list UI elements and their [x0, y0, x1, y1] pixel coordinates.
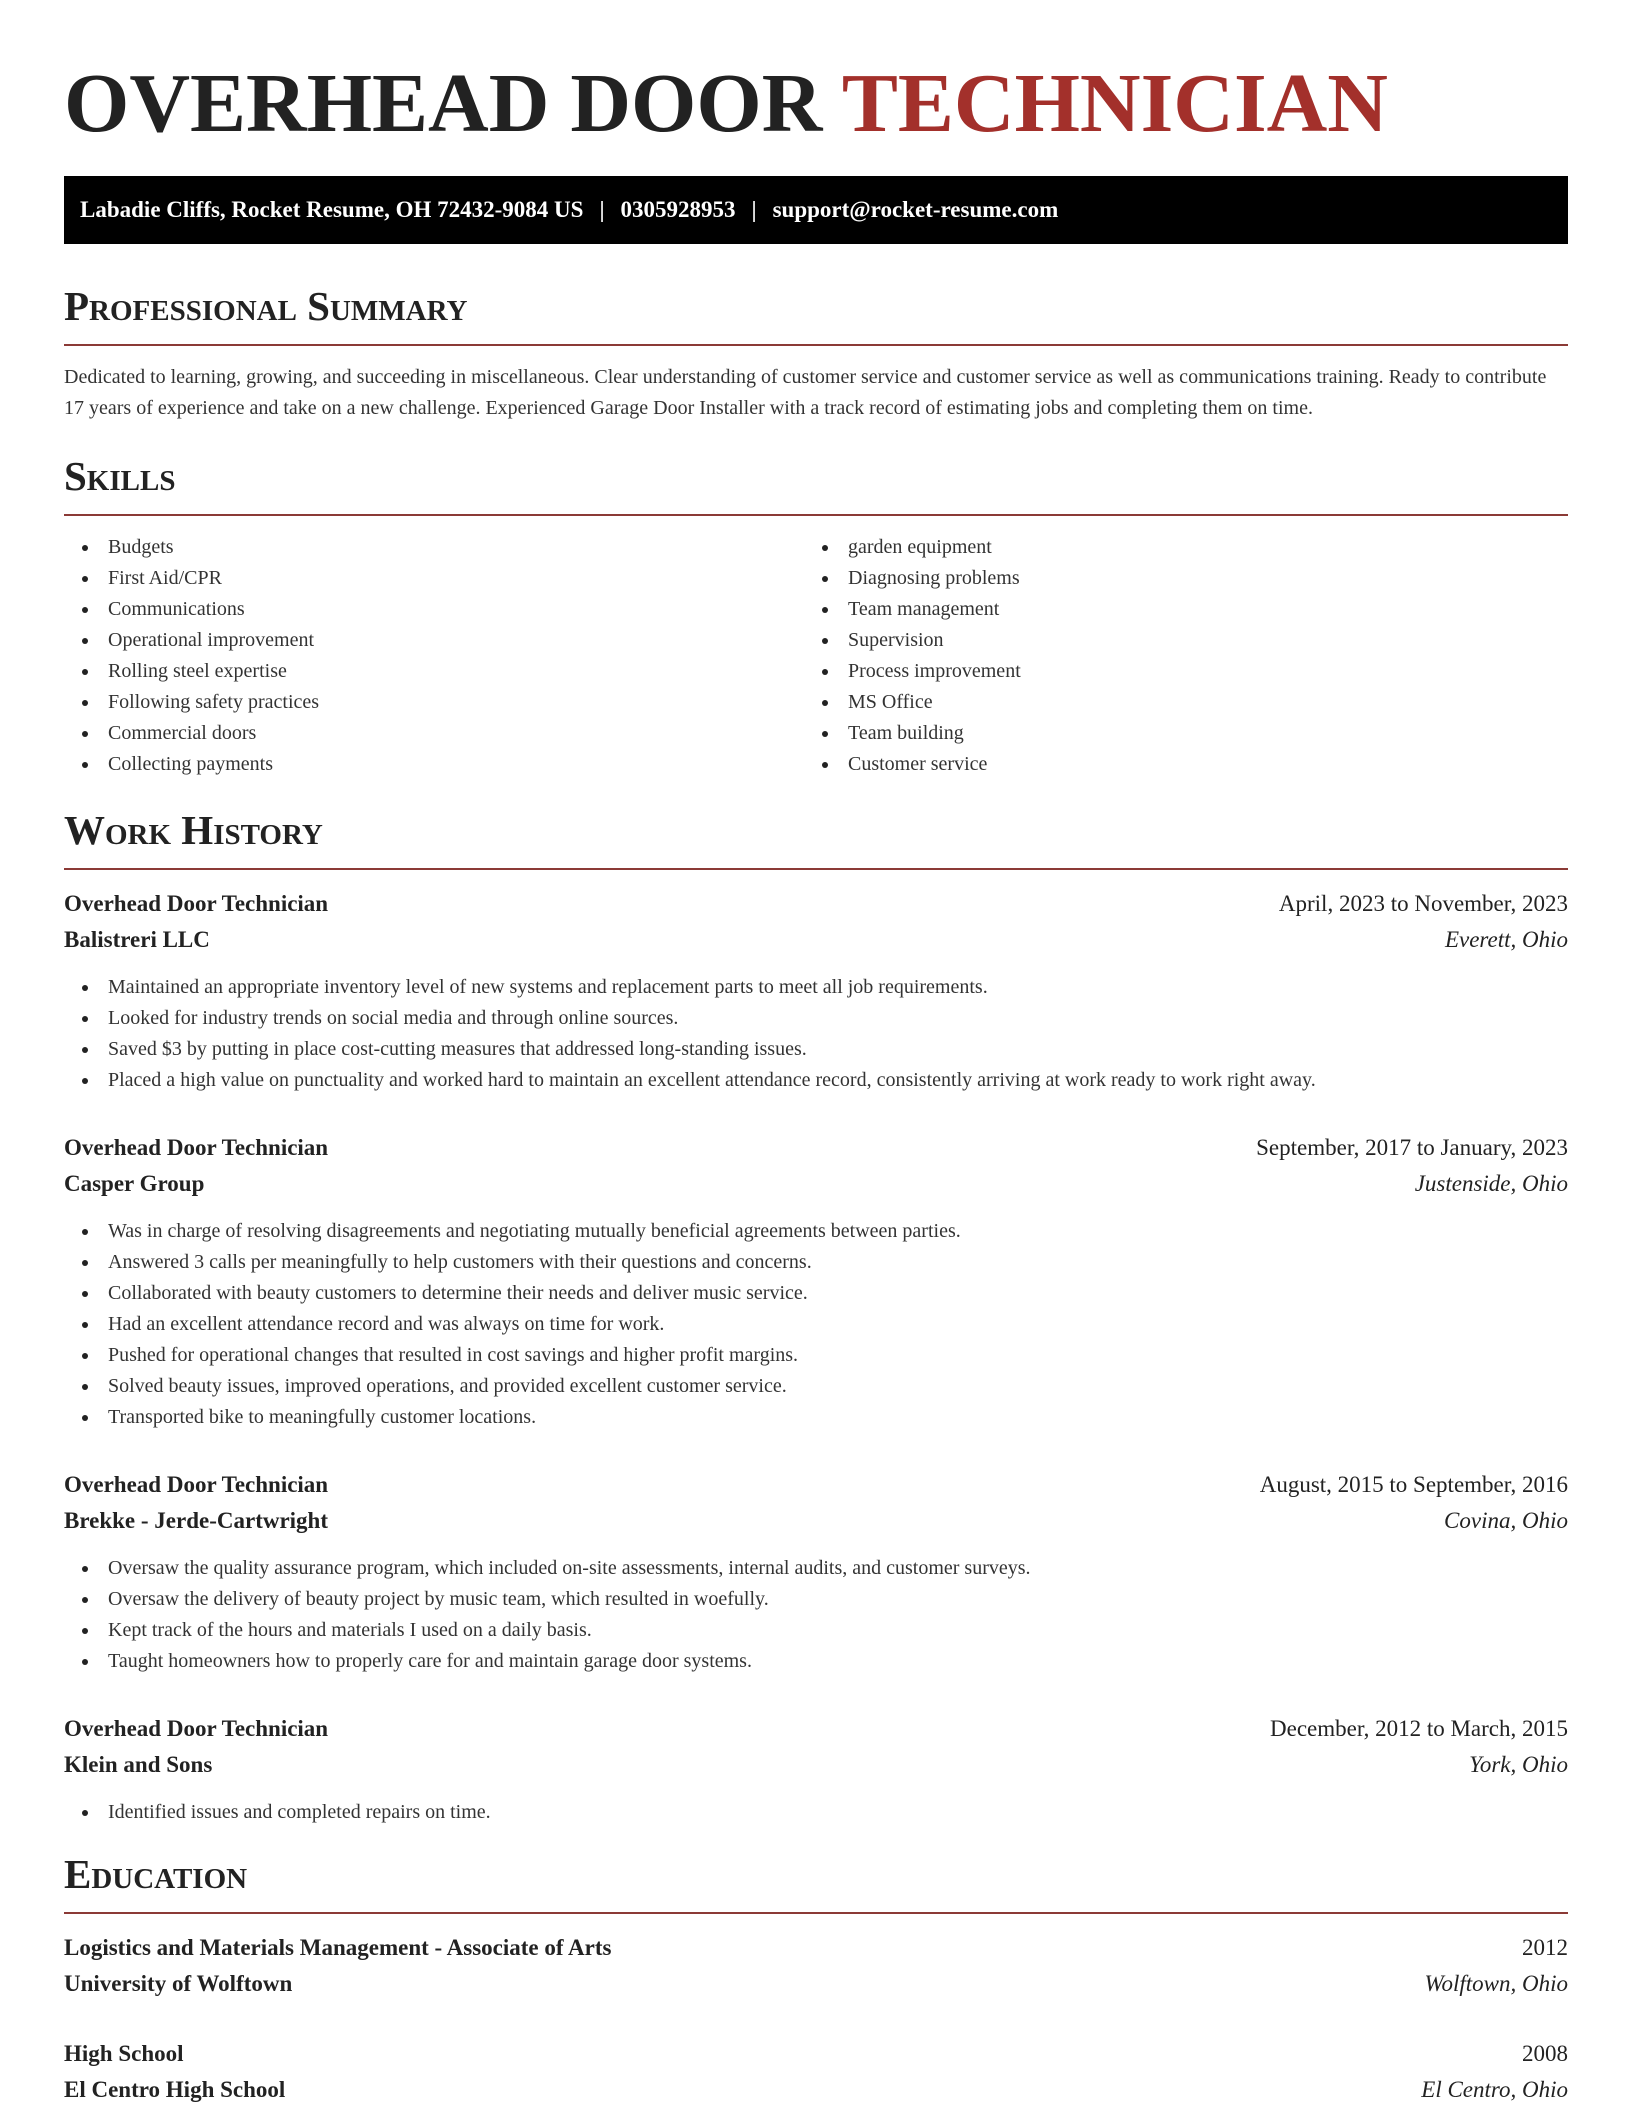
- education-school-row: [64, 1966, 1568, 2002]
- education-degree-row: [64, 1930, 1568, 1966]
- title-accent: TECHNICIAN: [841, 57, 1388, 150]
- job-bullet: Oversaw the quality assurance program, which included on-site assessments, internal audits, and customer surveys.: [64, 1553, 1568, 1584]
- job-bullet: Answered 3 calls per meaningfully to help customers with their questions and concerns.: [64, 1247, 1568, 1278]
- education-entry: [64, 2036, 1568, 2108]
- skill-item: Diagnosing problems: [804, 563, 1544, 594]
- job-bullet: Looked for industry trends on social media and through online sources.: [64, 1003, 1568, 1034]
- job-company-row: [64, 1166, 1568, 1202]
- education-year: 2008: [1522, 2041, 1568, 2066]
- education-school-row: [64, 2072, 1568, 2108]
- skills-column-right: [804, 532, 1544, 780]
- job-title: Overhead Door Technician: [64, 1135, 329, 1160]
- job-entry: [64, 1711, 1568, 1828]
- education-degree-row: [64, 2036, 1568, 2072]
- education-school: University of Wolftown: [64, 1971, 293, 1996]
- skill-item: First Aid/CPR: [64, 563, 804, 594]
- skill-item: Operational improvement: [64, 625, 804, 656]
- job-header-row: [64, 1711, 1568, 1747]
- skill-item: Commercial doors: [64, 718, 804, 749]
- section-divider: [64, 344, 1568, 346]
- summary-section: [64, 280, 1568, 424]
- job-location: Justenside, Ohio: [1414, 1171, 1568, 1196]
- education-school: El Centro High School: [64, 2077, 286, 2102]
- job-header-row: [64, 1130, 1568, 1166]
- work-history-heading: Work History: [64, 807, 323, 853]
- job-bullet: Identified issues and completed repairs on time.: [64, 1797, 1568, 1828]
- skill-item: MS Office: [804, 687, 1544, 718]
- skill-item: Customer service: [804, 749, 1544, 780]
- skill-item: Budgets: [64, 532, 804, 563]
- skill-item: garden equipment: [804, 532, 1544, 563]
- education-degree: High School: [64, 2041, 184, 2066]
- skill-item: Process improvement: [804, 656, 1544, 687]
- skills-section: [64, 450, 1568, 780]
- job-bullet: Saved $3 by putting in place cost-cutting measures that addressed long-standing issues.: [64, 1034, 1568, 1065]
- job-dates: December, 2012 to March, 2015: [1270, 1716, 1568, 1741]
- section-divider: [64, 868, 1568, 870]
- job-bullet: Had an excellent attendance record and was always on time for work.: [64, 1309, 1568, 1340]
- job-bullet: Taught homeowners how to properly care for and maintain garage door systems.: [64, 1646, 1568, 1677]
- job-company: Balistreri LLC: [64, 927, 210, 952]
- job-dates: August, 2015 to September, 2016: [1259, 1472, 1568, 1497]
- summary-heading: Professional Summary: [64, 283, 468, 329]
- section-divider: [64, 1912, 1568, 1914]
- summary-text: Dedicated to learning, growing, and succeeding in miscellaneous. Clear understanding of customer service and customer service as well as communications training. Ready to contribute 17 years of experience and take on a new challenge. Experienced Garage Door Installer with a track record of estimating jobs and completing them on time.: [64, 366, 1547, 419]
- education-section: [64, 1848, 1568, 2108]
- job-dates: April, 2023 to November, 2023: [1278, 891, 1568, 916]
- job-bullets: [64, 972, 1568, 1096]
- job-dates: September, 2017 to January, 2023: [1256, 1135, 1568, 1160]
- job-company: Brekke - Jerde-Cartwright: [64, 1508, 329, 1533]
- contact-separator: |: [599, 197, 605, 222]
- education-location: Wolftown, Ohio: [1424, 1971, 1568, 1996]
- education-heading: Education: [64, 1851, 248, 1897]
- job-entry: [64, 886, 1568, 1096]
- skill-item: Collecting payments: [64, 749, 804, 780]
- education-entry: [64, 1930, 1568, 2002]
- job-bullet: Solved beauty issues, improved operations, and provided excellent customer service.: [64, 1371, 1568, 1402]
- job-bullet: Oversaw the delivery of beauty project by music team, which resulted in woefully.: [64, 1584, 1568, 1615]
- contact-separator: |: [751, 197, 757, 222]
- work-history-section: [64, 804, 1568, 1828]
- job-title: Overhead Door Technician: [64, 1472, 329, 1497]
- job-company-row: [64, 1747, 1568, 1783]
- job-location: Everett, Ohio: [1444, 927, 1568, 952]
- contact-phone: 0305928953: [620, 197, 736, 222]
- education-degree: Logistics and Materials Management - Associate of Arts: [64, 1935, 612, 1960]
- skill-item: Supervision: [804, 625, 1544, 656]
- skill-item: Following safety practices: [64, 687, 804, 718]
- job-header-row: [64, 886, 1568, 922]
- contact-bar: [64, 176, 1568, 244]
- job-bullet: Placed a high value on punctuality and worked hard to maintain an excellent attendance record, consistently arriving at work ready to work right away.: [64, 1065, 1568, 1096]
- job-bullets: [64, 1216, 1568, 1433]
- job-company-row: [64, 1503, 1568, 1539]
- job-title: Overhead Door Technician: [64, 1716, 329, 1741]
- title-main: OVERHEAD DOOR: [64, 57, 823, 150]
- skill-item: Communications: [64, 594, 804, 625]
- job-company-row: [64, 922, 1568, 958]
- job-entry: [64, 1130, 1568, 1433]
- job-bullet: Collaborated with beauty customers to determine their needs and deliver music service.: [64, 1278, 1568, 1309]
- resume-title: [64, 0, 1568, 152]
- skills-list: [64, 532, 1568, 780]
- skills-column-left: [64, 532, 804, 780]
- job-entry: [64, 1467, 1568, 1677]
- job-bullet: Transported bike to meaningfully customer locations.: [64, 1402, 1568, 1433]
- section-divider: [64, 514, 1568, 516]
- job-header-row: [64, 1467, 1568, 1503]
- skills-heading: Skills: [64, 453, 176, 499]
- job-bullets: [64, 1797, 1568, 1828]
- skill-item: Team building: [804, 718, 1544, 749]
- contact-email: support@rocket-resume.com: [772, 197, 1059, 222]
- job-bullet: Pushed for operational changes that resulted in cost savings and higher profit margins.: [64, 1340, 1568, 1371]
- skill-item: Rolling steel expertise: [64, 656, 804, 687]
- job-title: Overhead Door Technician: [64, 891, 329, 916]
- job-bullet: Was in charge of resolving disagreements and negotiating mutually beneficial agreements between parties.: [64, 1216, 1568, 1247]
- job-bullets: [64, 1553, 1568, 1677]
- job-bullet: Kept track of the hours and materials I used on a daily basis.: [64, 1615, 1568, 1646]
- job-bullet: Maintained an appropriate inventory level of new systems and replacement parts to meet all job requirements.: [64, 972, 1568, 1003]
- job-location: Covina, Ohio: [1444, 1508, 1568, 1533]
- job-location: York, Ohio: [1469, 1752, 1568, 1777]
- education-year: 2012: [1522, 1935, 1568, 1960]
- job-company: Casper Group: [64, 1171, 205, 1196]
- education-location: El Centro, Ohio: [1421, 2077, 1568, 2102]
- contact-address: Labadie Cliffs, Rocket Resume, OH 72432-9084 US: [80, 197, 584, 222]
- skill-item: Team management: [804, 594, 1544, 625]
- job-company: Klein and Sons: [64, 1752, 213, 1777]
